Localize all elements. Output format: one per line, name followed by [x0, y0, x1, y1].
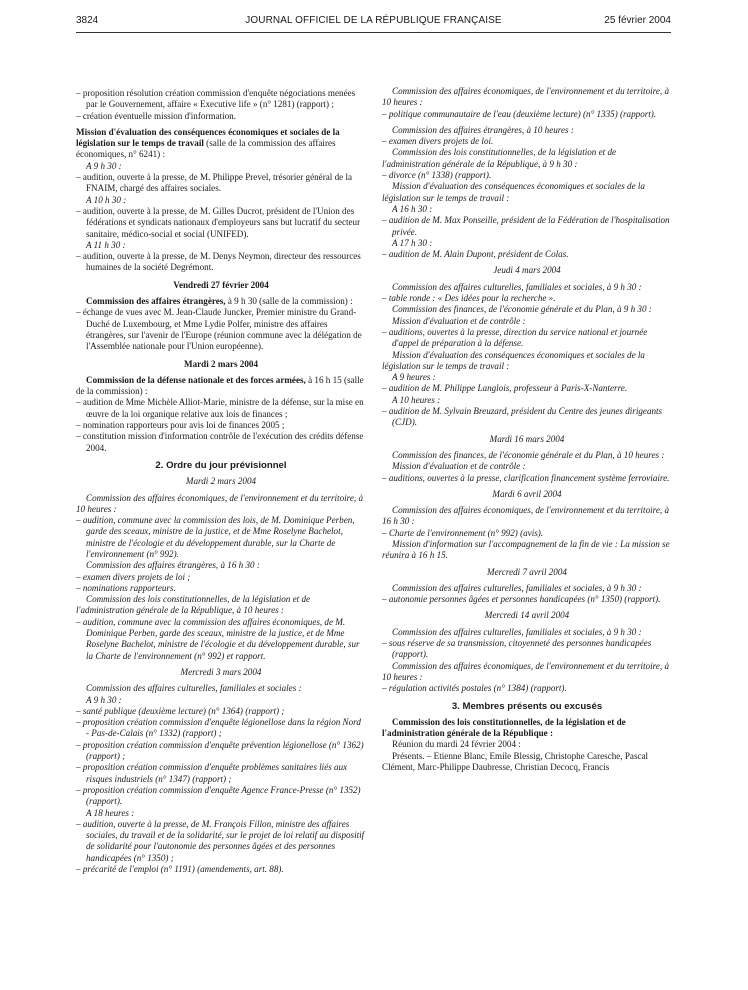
- agenda-item: – divorce (n° 1338) (rapport).: [382, 170, 492, 181]
- agenda-item: – audition de M. Alain Dupont, président de Colas.: [382, 249, 569, 260]
- right-column: [382, 86, 672, 773]
- page-number: 3824: [76, 15, 99, 26]
- section-heading: [76, 375, 366, 398]
- committee-heading: Mission d'évaluation des conséquences économiques et sociales de la législation sur le temps de travail :: [382, 181, 645, 203]
- committee-heading: Commission des affaires économiques, de l'environnement et du territoire, à 10 heures :: [382, 660, 669, 682]
- committee-heading: Commission des finances, de l'économie générale et du Plan, à 9 h 30 :: [392, 304, 652, 315]
- committee-heading: Mission d'évaluation des conséquences économiques et sociales de la législation sur le temps de travail :: [382, 349, 645, 371]
- agenda-item: – Charte de l'environnement (n° 992) (avis).: [382, 527, 544, 538]
- agenda-item: – régulation activités postales (n° 1384) (rapport).: [382, 683, 567, 694]
- agenda-item: – table ronde : « Des idées pour la recherche ».: [382, 293, 556, 304]
- body-detail: à 9 h 30 (salle de la commission) :: [225, 296, 353, 307]
- agenda-item: – proposition création commission d'enquête prévention légionellose (n° 1362) (rapport) ;: [76, 739, 364, 762]
- section-title: 3. Membres présents ou excusés: [451, 700, 603, 712]
- agenda-item: – examen divers projets de loi.: [382, 136, 494, 147]
- committee-heading: Commission des lois constitutionnelles, de la législation et de l'administration générale de la République :: [382, 716, 626, 739]
- body-name: Commission de la défense nationale et des forces armées,: [86, 374, 306, 385]
- time-slot: A 18 heures :: [86, 807, 135, 818]
- mission-heading: Mission d'évaluation et de contrôle :: [392, 461, 526, 472]
- left-column: [76, 88, 366, 875]
- time-slot: A 9 h 30 :: [86, 160, 122, 171]
- committee-heading: Mission d'information sur l'accompagnement de la fin de vie : La mission se réunira à 16 h 15.: [382, 538, 670, 561]
- meeting-date: Réunion du mardi 24 février 2004 :: [392, 739, 521, 750]
- time-slot: A 9 heures :: [392, 372, 436, 383]
- committee-heading: Commission des affaires culturelles, familiales et sociales, à 9 h 30 :: [392, 626, 642, 637]
- agenda-item: – nominations rapporteurs.: [76, 582, 176, 593]
- section-title: 2. Ordre du jour prévisionnel: [155, 459, 287, 471]
- time-slot: A 10 heures :: [392, 394, 441, 405]
- agenda-item: – précarité de l'emploi (n° 1191) (amendements, art. 88).: [76, 864, 284, 874]
- date-heading: Mercredi 3 mars 2004: [180, 666, 262, 677]
- agenda-item: – audition, commune avec la commission des affaires économiques, de M. Dominique Perben, garde des sceaux, ministre de la justice, et de Mme Roselyne Bachelot, ministre de l'écologie et du développement durable, sur la Charte de l'environnement (n° 992) et rapport.: [76, 616, 360, 661]
- date-heading: Mardi 2 mars 2004: [185, 476, 257, 487]
- agenda-item: – nomination rapporteurs pour avis loi de finances 2005 ;: [76, 420, 285, 431]
- date-heading: Jeudi 4 mars 2004: [493, 265, 561, 276]
- committee-heading: Commission des affaires étrangères, à 16 h 30 :: [86, 560, 260, 571]
- agenda-item: – examen divers projets de loi ;: [76, 571, 191, 582]
- agenda-item: – audition de Mme Michèle Alliot-Marie, ministre de la défense, sur la mise en œuvre de la loi organique relative aux lois de finances ;: [76, 397, 364, 419]
- journal-title: JOURNAL OFFICIEL DE LA RÉPUBLIQUE FRANÇAISE: [245, 15, 502, 26]
- time-slot: A 16 h 30 :: [392, 203, 433, 214]
- agenda-item: – proposition création commission d'enquête légionellose dans la région Nord - Pas-de-Calais (n° 1332) (rapport) ;: [76, 717, 361, 739]
- committee-heading: Commission des affaires culturelles, familiales et sociales, à 9 h 30 :: [392, 582, 642, 593]
- agenda-item: – création éventuelle mission d'information.: [76, 110, 236, 121]
- date-heading: Mercredi 7 avril 2004: [487, 566, 567, 577]
- page-header: [76, 11, 671, 29]
- committee-heading: Commission des affaires culturelles, familiales et sociales :: [86, 683, 302, 694]
- agenda-item: – audition, ouverte à la presse, de M. Gilles Ducrot, président de l'Union des fédérations et syndicats nationaux d'employeurs sans but lucratif du secteur sanitaire, médico-social et social (UNIFED).: [76, 205, 361, 239]
- time-slot: A 17 h 30 :: [392, 237, 433, 248]
- committee-heading: Commission des affaires culturelles, familiales et sociales, à 9 h 30 :: [392, 281, 642, 292]
- body-name: Mission d'évaluation des conséquences économiques et sociales de la législation sur le temps de travail: [76, 126, 340, 149]
- agenda-item: – proposition résolution création commission d'enquête négociations menées par le Gouvernement, affaire « Executive life » (n° 1281) (rapport) ;: [76, 88, 356, 110]
- committee-heading: Commission des lois constitutionnelles, de la législation et de l'administration générale de la République, à 10 heures :: [76, 594, 311, 616]
- committee-heading: Commission des finances, de l'économie générale et du Plan, à 10 heures :: [392, 449, 665, 460]
- date-heading: Mardi 2 mars 2004: [183, 358, 258, 369]
- agenda-item: – proposition création commission d'enquête Agence France-Presse (n° 1352) (rapport).: [76, 784, 361, 807]
- committee-heading: Commission des affaires économiques, de l'environnement et du territoire, à 10 heures :: [76, 492, 363, 514]
- date-heading: Vendredi 27 février 2004: [173, 279, 269, 290]
- agenda-item: – auditions, ouvertes à la presse, direction du service national et journée d'appel de préparation à la défense.: [382, 326, 648, 349]
- agenda-item: – audition, ouverte à la presse, de M. Denys Neymon, directeur des ressources humaines de la société Degrémont.: [76, 251, 361, 273]
- date-heading: Mardi 16 mars 2004: [489, 433, 565, 444]
- time-slot: A 9 h 30 :: [86, 694, 122, 705]
- agenda-item: – santé publique (deuxième lecture) (n° 1364) (rapport) ;: [76, 705, 285, 716]
- agenda-item: – autonomie personnes âgées et personnes handicapées (n° 1350) (rapport).: [382, 594, 661, 605]
- time-slot: A 11 h 30 :: [86, 239, 126, 250]
- agenda-item: – audition, ouverte à la presse, de M. François Fillon, ministre des affaires sociales, du travail et de la solidarité, sur le projet de loi relatif au dispositif de solidarité pour l'autonomie des personnes âgées et des personnes handicapées (n° 1350) ;: [76, 818, 365, 863]
- body-name: Commission des affaires étrangères,: [86, 296, 226, 307]
- time-slot: A 10 h 30 :: [86, 194, 127, 205]
- mission-heading: Mission d'évaluation et de contrôle :: [392, 315, 526, 326]
- section-heading: [76, 127, 366, 161]
- agenda-item: – échange de vues avec M. Jean-Claude Juncker, Premier ministre du Grand-Duché de Luxembourg, et Mme Lydie Polfer, ministre des affaires étrangères, sur l'avenir de l'Europe (réunion commune avec la délégation de l'Assemblée nationale pour l'Union européenne).: [76, 307, 362, 352]
- date-heading: Mardi 6 avril 2004: [492, 488, 562, 499]
- agenda-item: – audition de M. Max Ponseille, président de la Fédération de l'hospitalisation privée.: [382, 215, 670, 237]
- agenda-item: – audition de M. Philippe Langlois, professeur à Paris-X-Nanterre.: [382, 383, 628, 394]
- agenda-item: – audition, commune avec la commission des lois, de M. Dominique Perben, garde des sceaux, ministre de la justice, et de Mme Roselyne Bachelot, ministre de l'écologie et du développement durable, sur la Charte de l'environnement (n° 992).: [76, 515, 355, 559]
- body-detail: (salle de la commission des affaires économiques, n° 6241) :: [76, 138, 336, 160]
- attendees-list: Présents. – Etienne Blanc, Emile Blessig, Christophe Caresche, Pascal Clément, Marc-Philippe Daubresse, Christian Decocq, Francis: [382, 750, 649, 773]
- body-detail: à 16 h 15 (salle de la commission) :: [76, 374, 364, 397]
- agenda-item: – audition de M. Sylvain Breuzard, président du Centre des jeunes dirigeants (CJD).: [382, 406, 663, 428]
- agenda-item: – auditions, ouvertes à la presse, clarification financement système ferroviaire.: [382, 472, 670, 483]
- agenda-item: – politique communautaire de l'eau (deuxième lecture) (n° 1335) (rapport).: [382, 108, 657, 119]
- agenda-item: – constitution mission d'information contrôle de l'exécution des crédits défense 2004.: [76, 431, 364, 453]
- header-rule: [76, 32, 671, 33]
- date-heading: Mercredi 14 avril 2004: [484, 610, 570, 621]
- committee-heading: Commission des lois constitutionnelles, de la législation et de l'administration générale de la République, à 9 h 30 :: [382, 147, 617, 169]
- committee-heading: Commission des affaires économiques, de l'environnement et du territoire, à 10 heures :: [382, 86, 669, 108]
- agenda-item: – sous réserve de sa transmission, citoyenneté des personnes handicapées (rapport).: [382, 638, 652, 660]
- agenda-item: – audition, ouverte à la presse, de M. Philippe Prevel, trésorier général de la FNAIM, chargé des affaires sociales.: [76, 172, 353, 194]
- committee-heading: Commission des affaires économiques, de l'environnement et du territoire, à 16 h 30 :: [382, 505, 669, 527]
- section-heading: [76, 296, 366, 307]
- issue-date: 25 février 2004: [604, 15, 671, 26]
- committee-heading: Commission des affaires étrangères, à 10 heures :: [392, 124, 574, 135]
- agenda-item: – proposition création commission d'enquête problèmes sanitaires liés aux risques industriels (n° 1347) (rapport) ;: [76, 762, 348, 784]
